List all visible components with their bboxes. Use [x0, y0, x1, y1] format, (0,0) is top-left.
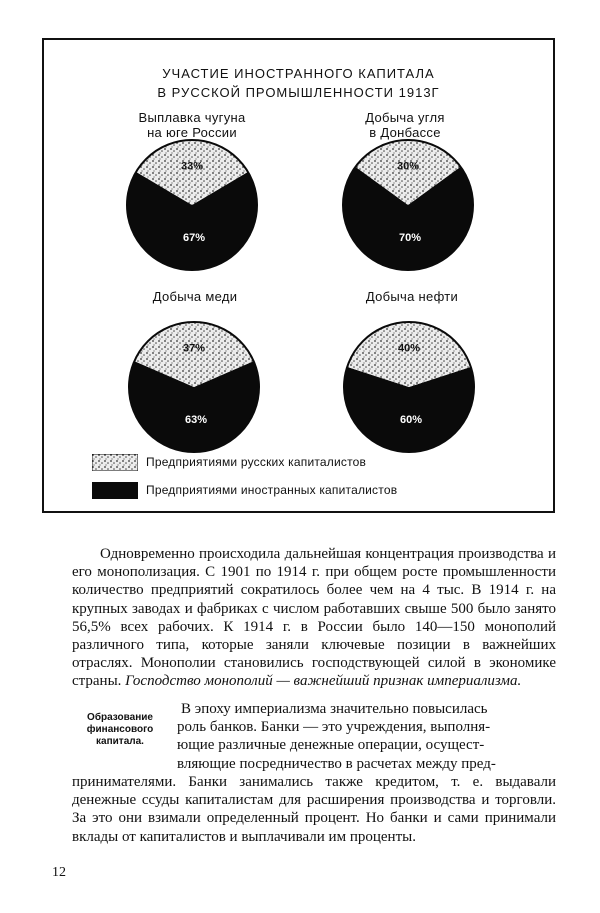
- paragraph-banks-rest: принимателями. Банки занимались также кредитом, т. е. выдавали денежные ссуды капиталистам для расширения производства и торговли. За это они взимали определенный процент. Но банки и сами принимали вклады от капиталистов и выплачивали им проценты.: [72, 774, 556, 845]
- paragraph-banks-intro: [177, 700, 557, 773]
- pie-value-foreign-oil: 60%: [399, 413, 423, 426]
- pie-value-russian-copper: 37%: [182, 342, 206, 355]
- chart-title-line1: УЧАСТИЕ ИНОСТРАННОГО КАПИТАЛА: [162, 66, 435, 81]
- legend-label-russian: Предприятиями русских капиталистов: [146, 455, 367, 469]
- pie-charts: [44, 40, 553, 511]
- pie-label-line1: Добыча меди: [152, 289, 238, 304]
- paragraph-monopolies-text: Одновременно происходила дальнейшая концентрация производства и его монополизация. С 1901 по 1914 г. при общем росте промышленности количество предприятий сократилось более чем на 4 тыс. В 1914 г. на крупных заводах и фабриках с числом работавших свыше 500 было занято 56,5% всех рабочих. К 1914 г. в России было 140—150 монополий различного типа, которые заняли ключевые позиции в важнейших отраслях. Монополии становились господствующей силой в экономике страны.: [72, 546, 556, 690]
- pie-value-foreign-coal: 70%: [398, 231, 422, 244]
- pie-label-line1: Выплавка чугуна: [138, 110, 246, 125]
- legend-swatch-foreign: [92, 482, 138, 499]
- pie-label-line1: Добыча угля: [365, 110, 445, 125]
- pie-label-line1: Добыча нефти: [365, 289, 459, 304]
- chart-title-line2: В РУССКОЙ ПРОМЫШЛЕННОСТИ 1913Г: [157, 85, 440, 100]
- paragraph-monopolies-italic: Господство монополий — важнейший признак империализма.: [125, 673, 522, 690]
- pie-label-line2: на юге России: [147, 125, 237, 140]
- paragraph-banks-line: В эпоху империализма значительно повысилась: [181, 701, 488, 717]
- legend-item-foreign: [92, 480, 397, 500]
- paragraph-monopolies: [72, 545, 556, 691]
- legend-label-foreign: Предприятиями иностранных капиталистов: [146, 483, 398, 497]
- pie-label-line2: в Донбассе: [369, 125, 441, 140]
- pie-value-foreign-copper: 63%: [184, 413, 208, 426]
- pie-value-russian-oil: 40%: [397, 342, 421, 355]
- legend-item-russian: [92, 452, 366, 472]
- legend-swatch-russian: [92, 454, 138, 471]
- pie-value-foreign-iron: 67%: [182, 231, 206, 244]
- pie-value-russian-iron: 33%: [180, 160, 204, 173]
- pie-value-russian-coal: 30%: [396, 160, 420, 173]
- sidenote-financial-capital: Образование финансового капитала.: [86, 712, 154, 747]
- chart-figure: [42, 38, 555, 513]
- page-number: 12: [52, 865, 66, 880]
- paragraph-banks-line: роль банков. Банки — это учреждения, выполня-: [177, 719, 491, 736]
- paragraph-banks-line: вляющие посредничество в расчетах между пред-: [177, 755, 496, 772]
- paragraph-banks-line: ющие различные денежные операции, осущест-: [177, 737, 485, 754]
